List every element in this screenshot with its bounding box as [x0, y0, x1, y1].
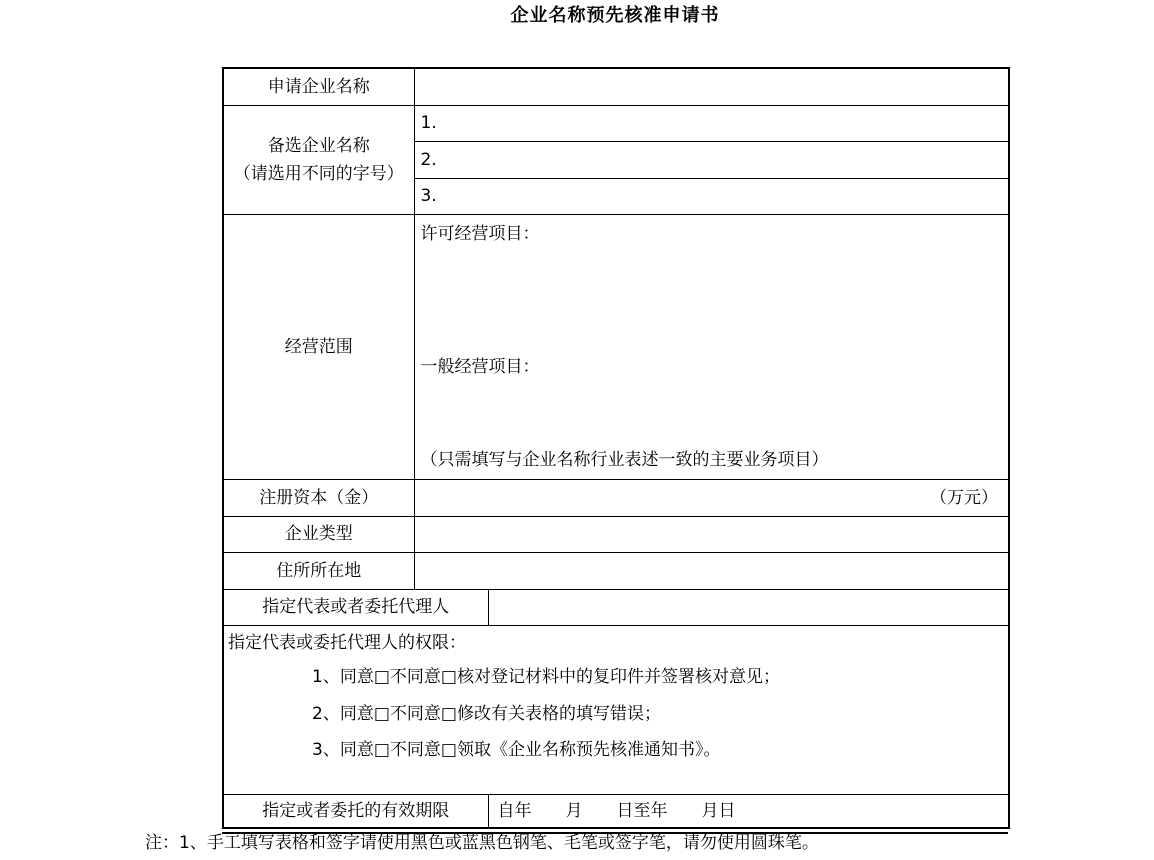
alternative-names-label-line2: （请选用不同的字号）: [233, 163, 404, 184]
alternative-names-label: [223, 105, 414, 214]
registered-capital-field[interactable]: [414, 479, 1009, 516]
authority-item-1[interactable]: 1、同意□不同意□核对登记材料中的复印件并签署核对意见；: [312, 666, 780, 687]
alternative-name-field-1[interactable]: 1.: [414, 105, 1009, 141]
authority-heading: 指定代表或委托代理人的权限：: [228, 632, 466, 653]
business-scope-hint: （只需填写与企业名称行业表述一致的主要业务项目）: [420, 449, 829, 470]
table-row: [223, 479, 1009, 516]
authority-section: [223, 625, 1009, 794]
table-row: [223, 68, 1009, 105]
authority-item-3[interactable]: 3、同意□不同意□领取《企业名称预先核准通知书》。: [312, 739, 721, 760]
domicile-field[interactable]: [414, 552, 1009, 589]
application-form: [222, 0, 1008, 834]
domicile-label: 住所所在地: [223, 552, 414, 589]
capital-unit-label: （万元）: [930, 487, 998, 508]
footer-note: 注：1、手工填写表格和签字请使用黑色或蓝黑色钢笔、毛笔或签字笔，请勿使用圆珠笔。: [145, 833, 819, 853]
table-row: [223, 625, 1009, 794]
alternative-name-field-3[interactable]: 3.: [414, 178, 1009, 214]
table-row: [223, 794, 1009, 828]
table-row: [223, 516, 1009, 552]
representative-field[interactable]: [488, 589, 1009, 625]
alternative-names-label-line1: 备选企业名称: [267, 135, 370, 156]
page-title: 企业名称预先核准申请书: [510, 5, 720, 26]
validity-period-field[interactable]: 自年 月 日至年 月日: [488, 794, 1009, 828]
enterprise-type-field[interactable]: [414, 516, 1009, 552]
business-scope-label: 经营范围: [223, 214, 414, 479]
authority-item-2[interactable]: 2、同意□不同意□修改有关表格的填写错误；: [312, 703, 661, 724]
alternative-name-field-2[interactable]: 2.: [414, 141, 1009, 178]
table-row: [223, 589, 1009, 625]
enterprise-type-label: 企业类型: [223, 516, 414, 552]
general-items-label: 一般经营项目：: [420, 356, 540, 377]
table-row: [223, 105, 1009, 141]
applied-name-field[interactable]: [414, 68, 1009, 105]
applied-name-label: 申请企业名称: [223, 68, 414, 105]
business-scope-field[interactable]: [414, 214, 1009, 479]
validity-period-label: 指定或者委托的有效期限: [223, 794, 488, 828]
table-row: [223, 214, 1009, 479]
licensed-items-label: 许可经营项目：: [420, 223, 540, 244]
table-row: [223, 552, 1009, 589]
registered-capital-label: 注册资本（金）: [223, 479, 414, 516]
application-form-table: [222, 67, 1010, 829]
representative-label: 指定代表或者委托代理人: [223, 589, 488, 625]
